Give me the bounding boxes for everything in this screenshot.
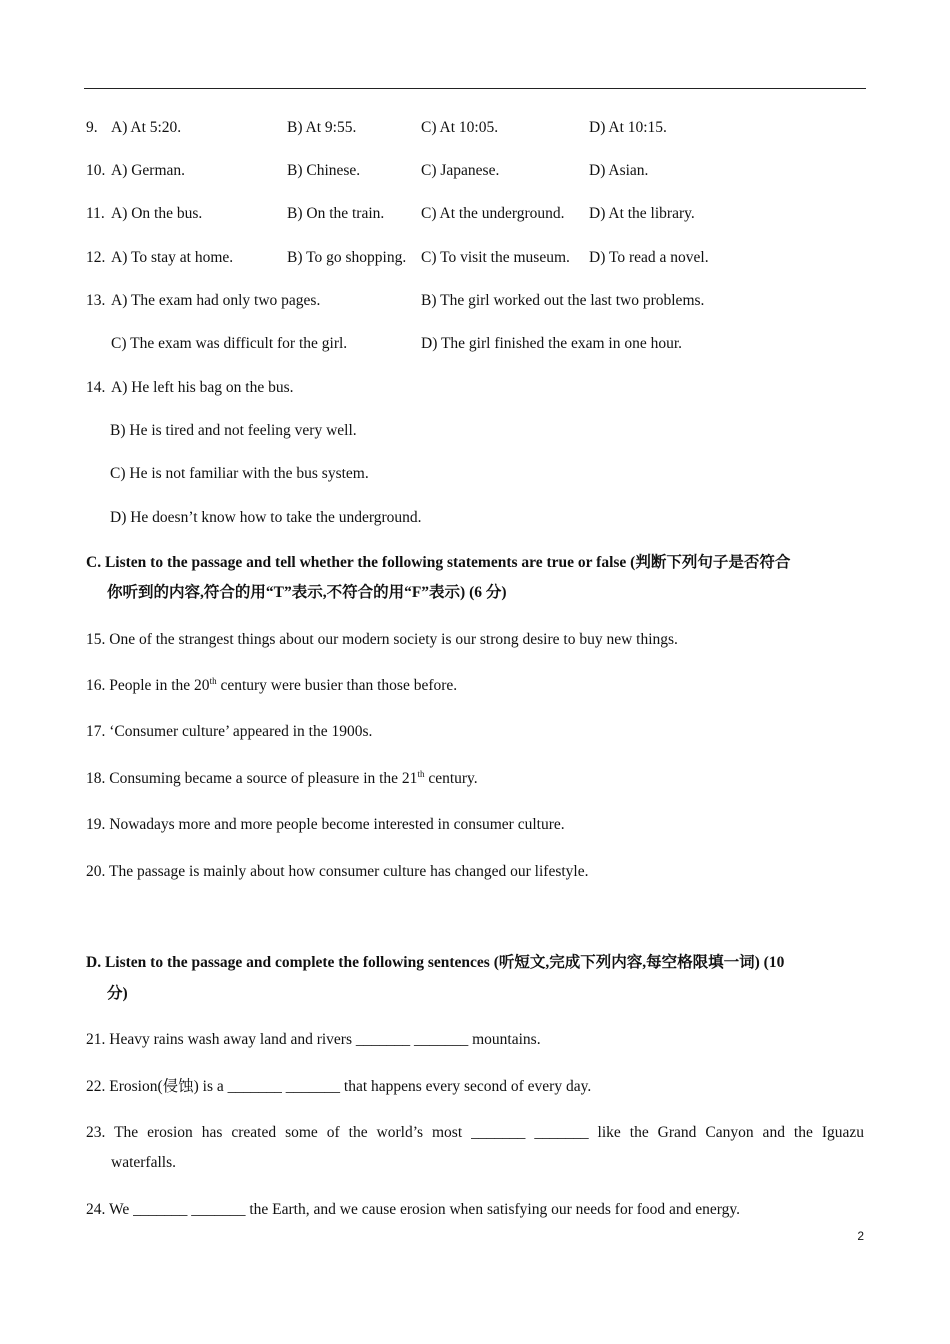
statement-16 [86,677,457,695]
option-d: D) The girl finished the exam in one hour. [421,335,683,352]
option-c: C) Japanese. [421,162,500,179]
option-b: B) At 9:55. [287,119,357,136]
option-b: B) The girl worked out the last two problems. [421,292,705,309]
statement-18 [86,770,478,788]
sentence-21: 21. Heavy rains wash away land and rivers _______ _______ mountains. [86,1031,541,1048]
statement-text: century. [424,770,478,787]
question-number: 11. [86,205,105,222]
option-c: C) At 10:05. [421,119,499,136]
question-number: 10. [86,162,106,179]
question-number: 14. [86,379,106,396]
option-c: C) He is not familiar with the bus system. [110,465,369,482]
header-rule [84,88,866,89]
sentence-22: 22. Erosion(侵蚀) is a _______ _______ that happens every second of every day. [86,1078,592,1095]
statement-17: 17. ‘Consumer culture’ appeared in the 1900s. [86,723,373,740]
option-b: B) Chinese. [287,162,361,179]
option-a: A) He left his bag on the bus. [111,379,294,396]
option-b: B) He is tired and not feeling very well. [110,422,357,439]
option-d: D) Asian. [589,162,649,179]
option-b: B) On the train. [287,205,385,222]
option-c: C) The exam was difficult for the girl. [111,335,348,352]
statement-text: 16. People in the 20 [86,677,210,694]
option-a: A) On the bus. [111,205,203,222]
statement-text: 18. Consuming became a source of pleasure in the 21 [86,770,418,787]
option-d: D) At the library. [589,205,695,222]
superscript: th [417,769,425,779]
option-a: A) German. [111,162,186,179]
option-c: C) At the underground. [421,205,565,222]
section-c-heading: C. Listen to the passage and tell whether the following statements are true or false (判断下列句子是否符合 [86,554,791,571]
question-number: 12. [86,249,106,266]
option-c: C) To visit the museum. [421,249,570,266]
option-a: A) The exam had only two pages. [111,292,321,309]
option-d: D) He doesn’t know how to take the underground. [110,509,422,526]
statement-15: 15. One of the strangest things about our modern society is our strong desire to buy new things. [86,631,678,648]
sentence-23: 23. The erosion has created some of the world’s most _______ _______ like the Grand Canyon and the Iguazu [86,1124,864,1141]
option-d: D) At 10:15. [589,119,667,136]
question-number: 9. [86,119,98,136]
statement-text: century were busier than those before. [216,677,458,694]
section-c-heading-cont: 你听到的内容,符合的用“T”表示,不符合的用“F”表示) (6 分) [107,584,507,601]
statement-20: 20. The passage is mainly about how consumer culture has changed our lifestyle. [86,863,589,880]
option-a: A) At 5:20. [111,119,182,136]
statement-19: 19. Nowadays more and more people become interested in consumer culture. [86,816,565,833]
option-d: D) To read a novel. [589,249,709,266]
option-b: B) To go shopping. [287,249,407,266]
option-a: A) To stay at home. [111,249,234,266]
sentence-23-cont: waterfalls. [111,1154,176,1171]
question-number: 13. [86,292,106,309]
superscript: th [209,676,217,686]
section-d-heading: D. Listen to the passage and complete the following sentences (听短文,完成下列内容,每空格限填一词) (10 [86,954,785,971]
page-number: 2 [857,1229,864,1243]
section-d-heading-cont: 分) [107,985,128,1002]
sentence-24: 24. We _______ _______ the Earth, and we cause erosion when satisfying our needs for food and energy. [86,1201,741,1218]
